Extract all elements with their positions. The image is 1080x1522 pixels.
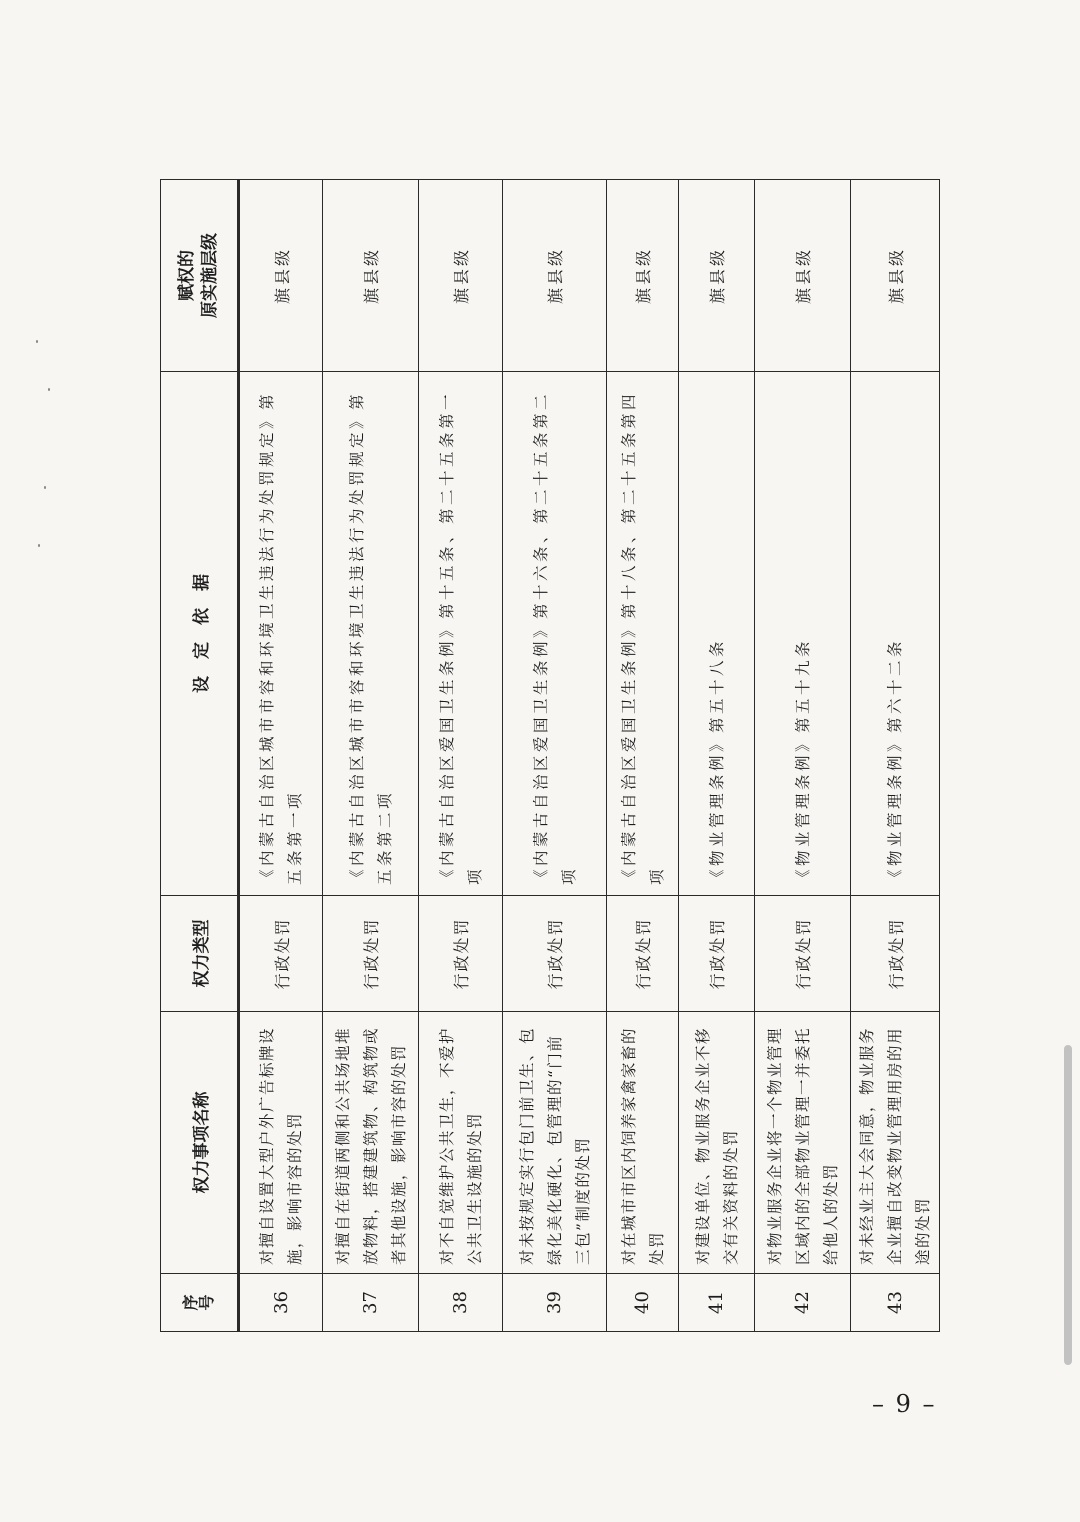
scan-speck (44, 486, 46, 489)
table-row (851, 180, 940, 1332)
row-basis: 《物业管理条例》第六十二条 (851, 372, 940, 896)
row-type: 行政处罚 (239, 896, 323, 1012)
row-seq: 41 (679, 1274, 755, 1332)
row-basis: 《内蒙古自治区城市市容和环境卫生违法行为处罚规定》第五条第一项 (239, 372, 323, 896)
rotated-table-wrapper (160, 180, 938, 1332)
row-seq: 43 (851, 1274, 940, 1332)
header-seq: 序 号 (161, 1274, 239, 1332)
row-basis: 《内蒙古自治区爱国卫生条例》第十五条、第二十五条第一项 (419, 372, 503, 896)
row-seq: 42 (755, 1274, 851, 1332)
scan-speck (38, 544, 40, 547)
row-level: 旗县级 (679, 180, 755, 372)
header-level: 赋权的 原实施层级 (161, 180, 239, 372)
row-name: 对物业服务企业将一个物业管理区域内的全部物业管理一并委托给他人的处罚 (755, 1012, 851, 1274)
row-type: 行政处罚 (679, 896, 755, 1012)
table-row (607, 180, 679, 1332)
row-seq: 36 (239, 1274, 323, 1332)
row-type: 行政处罚 (419, 896, 503, 1012)
table-row (503, 180, 607, 1332)
table-header-row (161, 180, 239, 1332)
table-row (323, 180, 419, 1332)
row-basis: 《内蒙古自治区城市市容和环境卫生违法行为处罚规定》第五条第二项 (323, 372, 419, 896)
scan-speck (36, 340, 38, 343)
row-type: 行政处罚 (755, 896, 851, 1012)
row-level: 旗县级 (851, 180, 940, 372)
row-level: 旗县级 (755, 180, 851, 372)
row-level: 旗县级 (323, 180, 419, 372)
table-row (679, 180, 755, 1332)
row-name: 对未按规定实行包门前卫生、包绿化美化硬化、包管理的“门前三包”制度的处罚 (503, 1012, 607, 1274)
row-name: 对建设单位、物业服务企业不移交有关资料的处罚 (679, 1012, 755, 1274)
authority-table (160, 179, 940, 1332)
row-seq: 38 (419, 1274, 503, 1332)
page-number: – 9 – (872, 1390, 937, 1418)
scrollbar[interactable] (1064, 1045, 1072, 1365)
scan-speck (48, 388, 50, 391)
row-basis: 《内蒙古自治区爱国卫生条例》第十六条、第二十五条第二项 (503, 372, 607, 896)
row-level: 旗县级 (503, 180, 607, 372)
table-row (239, 180, 323, 1332)
row-level: 旗县级 (607, 180, 679, 372)
row-level: 旗县级 (239, 180, 323, 372)
header-name: 权力事项名称 (161, 1012, 239, 1274)
row-seq: 40 (607, 1274, 679, 1332)
row-name: 对在城市市区内饲养家禽家畜的处罚 (607, 1012, 679, 1274)
row-name: 对不自觉维护公共卫生，不爱护公共卫生设施的处罚 (419, 1012, 503, 1274)
row-name: 对擅自在街道两侧和公共场地堆放物料，搭建建筑物、构筑物或者其他设施，影响市容的处罚 (323, 1012, 419, 1274)
row-type: 行政处罚 (851, 896, 940, 1012)
row-seq: 37 (323, 1274, 419, 1332)
row-name: 对未经业主大会同意，物业服务企业擅自改变物业管理用房的用途的处罚 (851, 1012, 940, 1274)
row-type: 行政处罚 (503, 896, 607, 1012)
row-name: 对擅自设置大型户外广告标牌设施，影响市容的处罚 (239, 1012, 323, 1274)
row-basis: 《物业管理条例》第五十八条 (679, 372, 755, 896)
row-type: 行政处罚 (323, 896, 419, 1012)
row-basis: 《内蒙古自治区爱国卫生条例》第十八条、第二十五条第四项 (607, 372, 679, 896)
row-seq: 39 (503, 1274, 607, 1332)
table-row (755, 180, 851, 1332)
header-type: 权力类型 (161, 896, 239, 1012)
row-type: 行政处罚 (607, 896, 679, 1012)
row-basis: 《物业管理条例》第五十九条 (755, 372, 851, 896)
row-level: 旗县级 (419, 180, 503, 372)
table-row (419, 180, 503, 1332)
header-basis: 设 定 依 据 (161, 372, 239, 896)
